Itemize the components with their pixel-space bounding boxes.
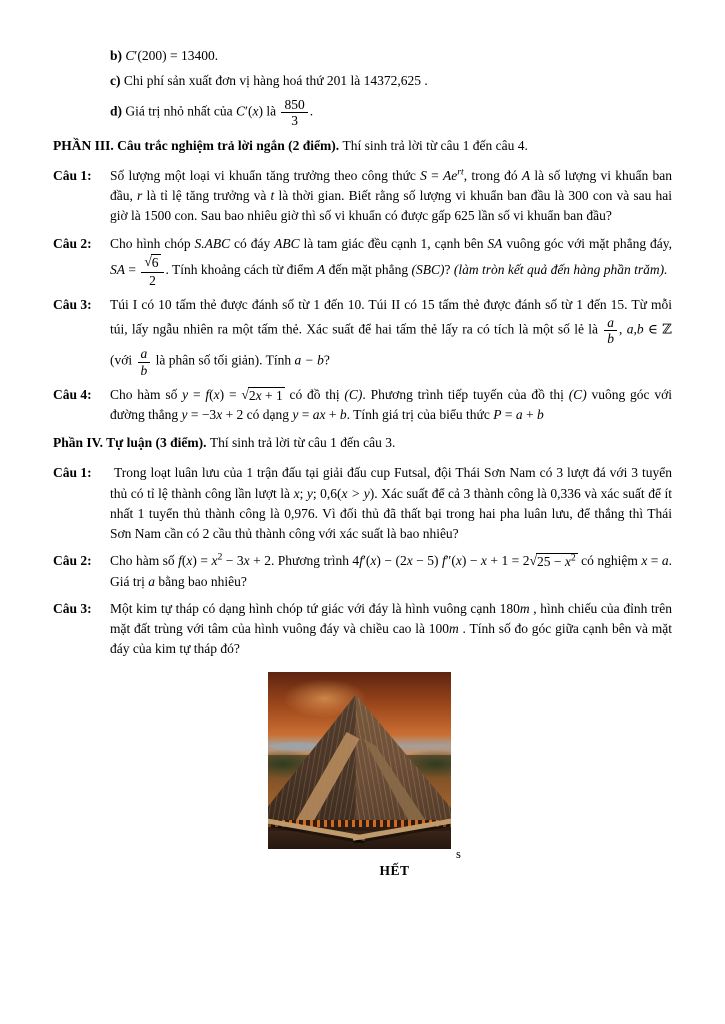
figure-row (53, 672, 672, 861)
phan3-question-4 (53, 385, 672, 426)
section-header-phan4: Phần IV. Tự luận (3 điểm). Thí sinh trả lời từ câu 1 đến câu 3. (53, 435, 396, 451)
question-label: Câu 2: (53, 235, 92, 251)
phan3-question-3 (53, 295, 672, 378)
question-label: Câu 1: (53, 167, 92, 183)
stray-s-mark: s (456, 846, 461, 861)
question-label: Câu 2: (53, 553, 92, 569)
phan3-question-2 (53, 234, 672, 288)
question-label: Câu 1: (53, 465, 92, 481)
phan4-question-2 (53, 551, 672, 592)
question-label: Câu 3: (53, 600, 92, 616)
question-text: Cho hàm số y = f(x) = √ 2x + 1 có đồ thị (C). Phương trình tiếp tuyến của đồ thị (C) vuông góc với đường thẳng y = −3x + 2 có dạng y = ax + b. Tính giá trị của biểu thức P = a + b (110, 386, 672, 422)
question-text: Cho hình chóp S.ABC có đáy ABC là tam giác đều cạnh 1, cạnh bên SA vuông góc với mặt phẳng đáy, SA = √ 6 2 . Tính khoảng cách từ điểm A đến mặt phẳng (SBC)? (làm tròn kết quả đến hàng phần trăm). (110, 235, 673, 288)
question-text: Số lượng một loại vi khuẩn tăng trưởng theo công thức $S = Ae^{rt}$, trong đó A là số lượng vi khuẩn ban đầu, r là tỉ lệ tăng trưởng và t là thời gian. Biết rằng số lượng vi khuẩn ban đầu là 300 con và sau hai giờ là 1500 con. Sau bao nhiêu giờ thì số vi khuẩn có được gấp 625 lần số vi khuẩn ban đầu? (110, 166, 672, 224)
question-text: Cho hàm số $f(x) = x^2 - 3x + 2$. Phương trình 4f′(x) − (2x − 5) f″(x) − x + 1 = 2 √ $25 - x^2$ có nghiệm x = a. Giá trị a bằng bao nhiêu? (110, 551, 672, 589)
question-text: Một kim tự tháp có dạng hình chóp tứ giác với đáy là hình vuông cạnh 180m , hình chiếu của đỉnh trên mặt đất trùng với tâm của hình vuông đáy và chiều cao là 100m . Tính số đo góc giữa cạnh bên và mặt đáy của kim tự tháp đó? (110, 600, 672, 657)
phan4-question-1 (53, 463, 672, 544)
statement-d: d) Giá trị nhỏ nhất của C′(x) là $\frac{850}{3}$ . (110, 96, 314, 128)
statement-c: c) Chi phí sản xuất đơn vị hàng hoá thứ 201 là 14372,625 . (110, 73, 428, 89)
question-label: Câu 4: (53, 386, 92, 402)
phan4-question-3 (53, 599, 672, 660)
question-text: Túi I có 10 tấm thẻ được đánh số từ 1 đến 10. Túi II có 15 tấm thẻ được đánh số từ 1 đến 15. Từ mỗi túi, lấy ngẫu nhiên ra một tấm thẻ. Xác suất để hai tấm thẻ lấy ra có tích là một số lẻ là $\frac{a}{b}$ , a,b ∈ ℤ (với $\frac{a}{b}$ là phân số tối giản). Tính a − b? (110, 296, 672, 378)
question-text: Trong loạt luân lưu của 1 trận đấu tại giải đấu cup Futsal, đội Thái Sơn Nam có 3 lượt đá với 3 tuyển thủ có tỉ lệ thành công lần lượt là x; y; 0,6(x > y). Xác suất để cả 3 thành công là 0,336 và xác suất để ít nhất 1 tuyển thủ thành công là 0,976. Vì đối thủ đã thất bại trong hai pha luân lưu, để thắng thì Thái Sơn Nam cần có 2 cầu thủ thành công với xác suất là bao nhiêu? (110, 465, 672, 542)
statement-b: b) C′(200) = 13400. (110, 48, 219, 63)
question-label: Câu 3: (53, 296, 92, 312)
phan3-question-1 (53, 166, 672, 227)
pyramid-photo (268, 672, 451, 849)
end-of-exam-label: HẾT (379, 862, 410, 878)
section-header-phan3: PHẦN III. Câu trắc nghiệm trả lời ngắn (2 điểm). Thí sinh trả lời từ câu 1 đến câu 4. (53, 137, 528, 153)
